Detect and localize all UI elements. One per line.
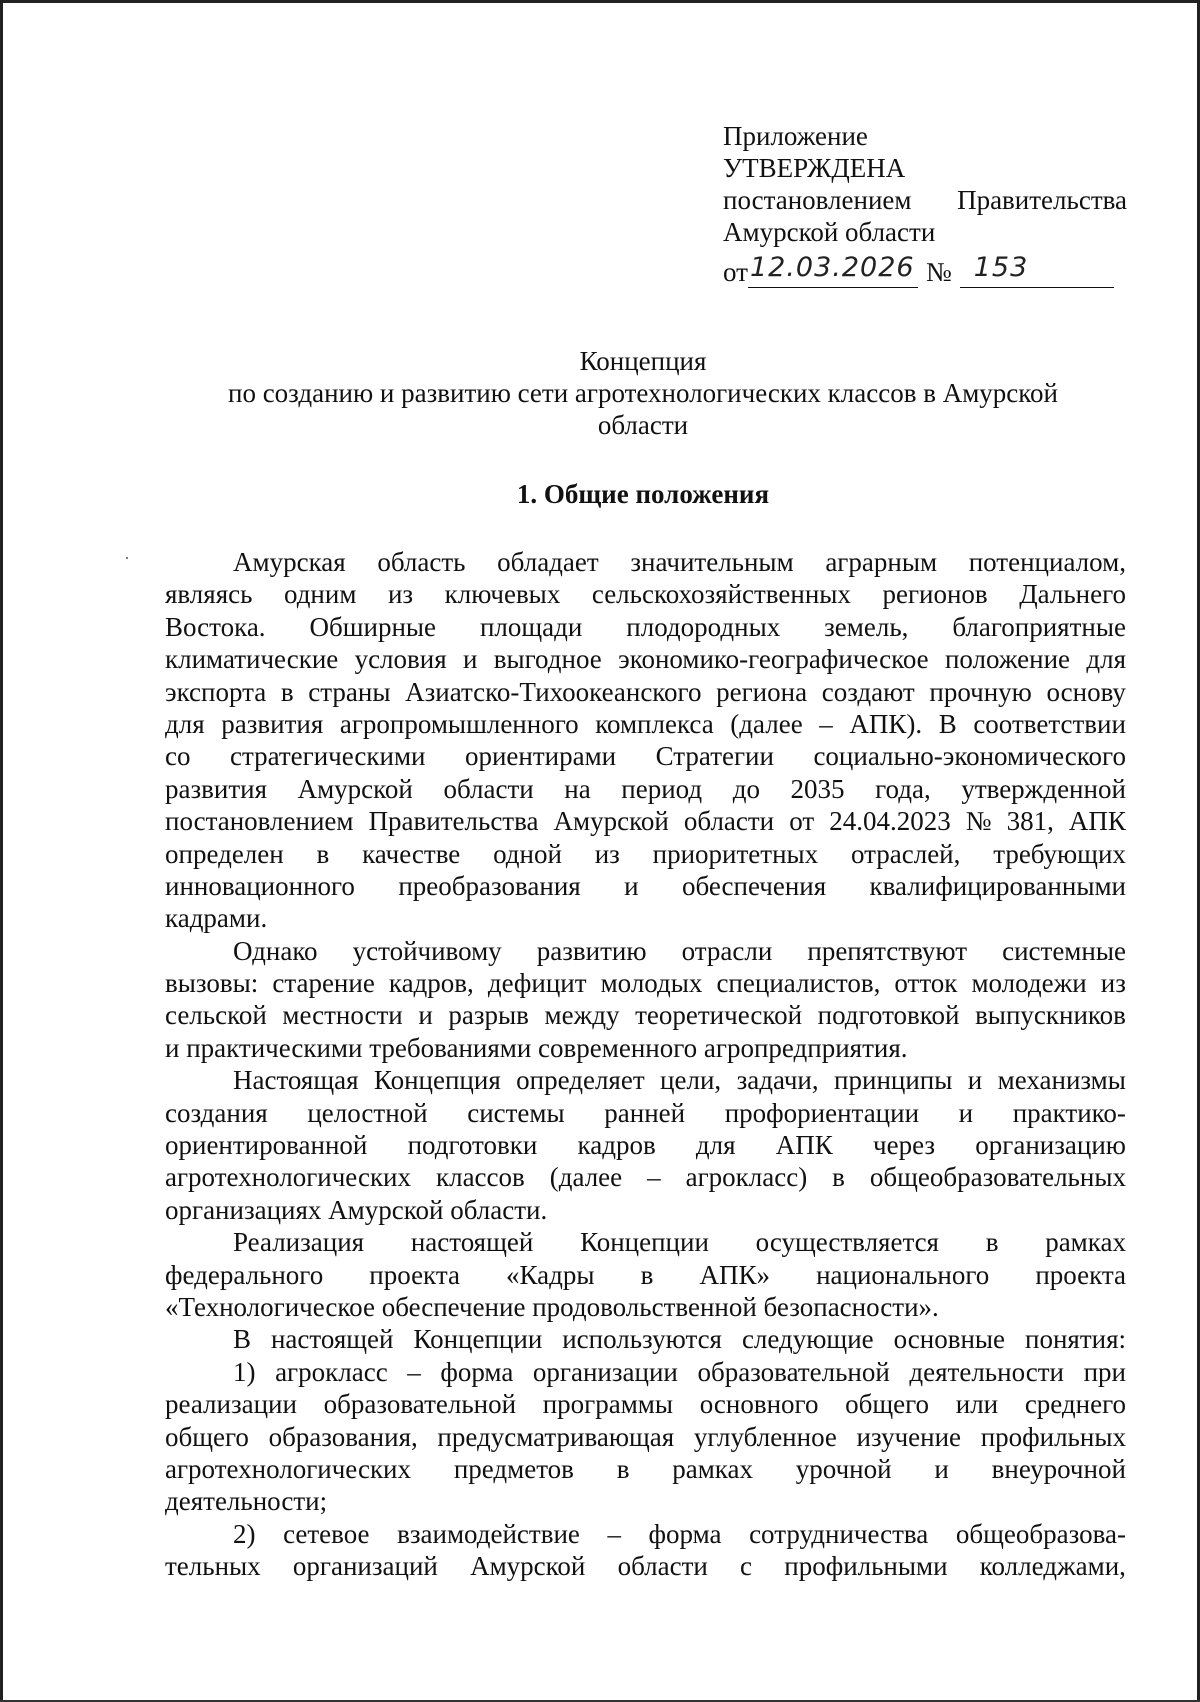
body-text xyxy=(165,546,1126,1583)
body-line: агротехнологических предметов в рамках урочной и внеурочной xyxy=(165,1453,1126,1484)
body-line: Амурская область обладает значительным аграрным потенциалом, xyxy=(233,547,1126,577)
body-line: организациях Амурской области. xyxy=(165,1194,548,1225)
number-sign: № xyxy=(925,257,952,287)
approval-approved: УТВЕРЖДЕНА xyxy=(723,153,906,183)
body-line: развития Амурской области на период до 2035 года, утвержденной xyxy=(165,773,1126,804)
body-line: и практическими требованиями современного агропредприятия. xyxy=(165,1032,908,1063)
date-blank xyxy=(748,253,918,288)
approval-region: Амурской области xyxy=(723,217,936,247)
body-line: агротехнологических классов (далее – агрокласс) в общеобразовательных xyxy=(165,1162,1126,1193)
body-line: климатические условия и выгодное экономико-географическое положение для xyxy=(165,644,1126,675)
document-title xyxy=(160,345,1126,441)
approval-government: Правительства xyxy=(957,185,1127,215)
body-line: экспорта в страны Азиатско-Тихоокеанского региона создают прочную основу xyxy=(165,676,1126,707)
scan-speck xyxy=(126,557,128,559)
title-subject-end: области xyxy=(597,410,689,440)
body-line: В настоящей Концепции используются следующие основные понятия: xyxy=(233,1324,1126,1355)
handwritten-date: 12.03.2026 xyxy=(749,252,915,283)
approval-block xyxy=(723,120,1127,288)
scan-border-top xyxy=(0,0,1200,3)
approval-appendix: Приложение xyxy=(723,121,868,151)
body-line: реализации образовательной программы основного общего или среднего xyxy=(165,1389,1126,1420)
body-line: общего образования, предусматривающая углубленное изучение профильных xyxy=(165,1421,1126,1452)
body-line: постановлением Правительства Амурской области от 24.04.2023 № 381, АПК xyxy=(165,806,1126,837)
body-line: для развития агропромышленного комплекса (далее – АПК). В соответствии xyxy=(165,708,1126,739)
body-line: тельных организаций Амурской области с профильными колледжами, xyxy=(165,1551,1126,1582)
body-line: инновационного преобразования и обеспечения квалифицированными xyxy=(165,870,1126,901)
body-line: Настоящая Концепция определяет цели, задачи, принципы и механизмы xyxy=(233,1065,1126,1096)
scan-border-left xyxy=(0,0,3,1702)
date-prefix: от xyxy=(723,257,748,287)
handwritten-number: 153 xyxy=(973,252,1029,283)
body-line: 2) сетевое взаимодействие – форма сотрудничества общеобразова- xyxy=(233,1518,1126,1549)
body-line: Реализация настоящей Концепции осуществляется в рамках xyxy=(233,1227,1126,1258)
approval-resolution: постановлением xyxy=(723,185,912,215)
section-heading: 1. Общие положения xyxy=(516,479,770,509)
body-line: ориентированной подготовки кадров для АПК через организацию xyxy=(165,1130,1126,1161)
body-line: являясь одним из ключевых сельскохозяйственных регионов Дальнего xyxy=(165,579,1126,610)
body-line: Однако устойчивому развитию отрасли препятствуют системные xyxy=(233,935,1126,966)
body-line: создания целостной системы ранней профориентации и практико- xyxy=(165,1097,1126,1128)
body-line: кадрами. xyxy=(165,903,268,934)
approval-date-line xyxy=(723,248,1127,288)
body-line: «Технологическое обеспечение продовольственной безопасности». xyxy=(165,1291,939,1322)
body-line: деятельности; xyxy=(165,1486,328,1517)
number-blank xyxy=(960,253,1114,288)
body-line: со стратегическими ориентирами Стратегии социально-экономического xyxy=(165,741,1126,772)
body-line: 1) агрокласс – форма организации образовательной деятельности при xyxy=(233,1356,1126,1387)
body-line: сельской местности и разрыв между теоретической подготовкой выпускников xyxy=(165,1000,1126,1031)
approval-resolution-line xyxy=(723,184,1127,216)
body-line: определен в качестве одной из приоритетных отраслей, требующих xyxy=(165,838,1126,869)
title-subject: по созданию и развитию сети агротехнологических классов в Амурской xyxy=(228,378,1058,408)
body-line: вызовы: старение кадров, дефицит молодых специалистов, отток молодежи из xyxy=(165,968,1126,999)
body-line: Востока. Обширные площади плодородных земель, благоприятные xyxy=(165,611,1126,642)
title-concept: Концепция xyxy=(579,346,707,376)
body-line: федерального проекта «Кадры в АПК» национального проекта xyxy=(165,1259,1126,1290)
